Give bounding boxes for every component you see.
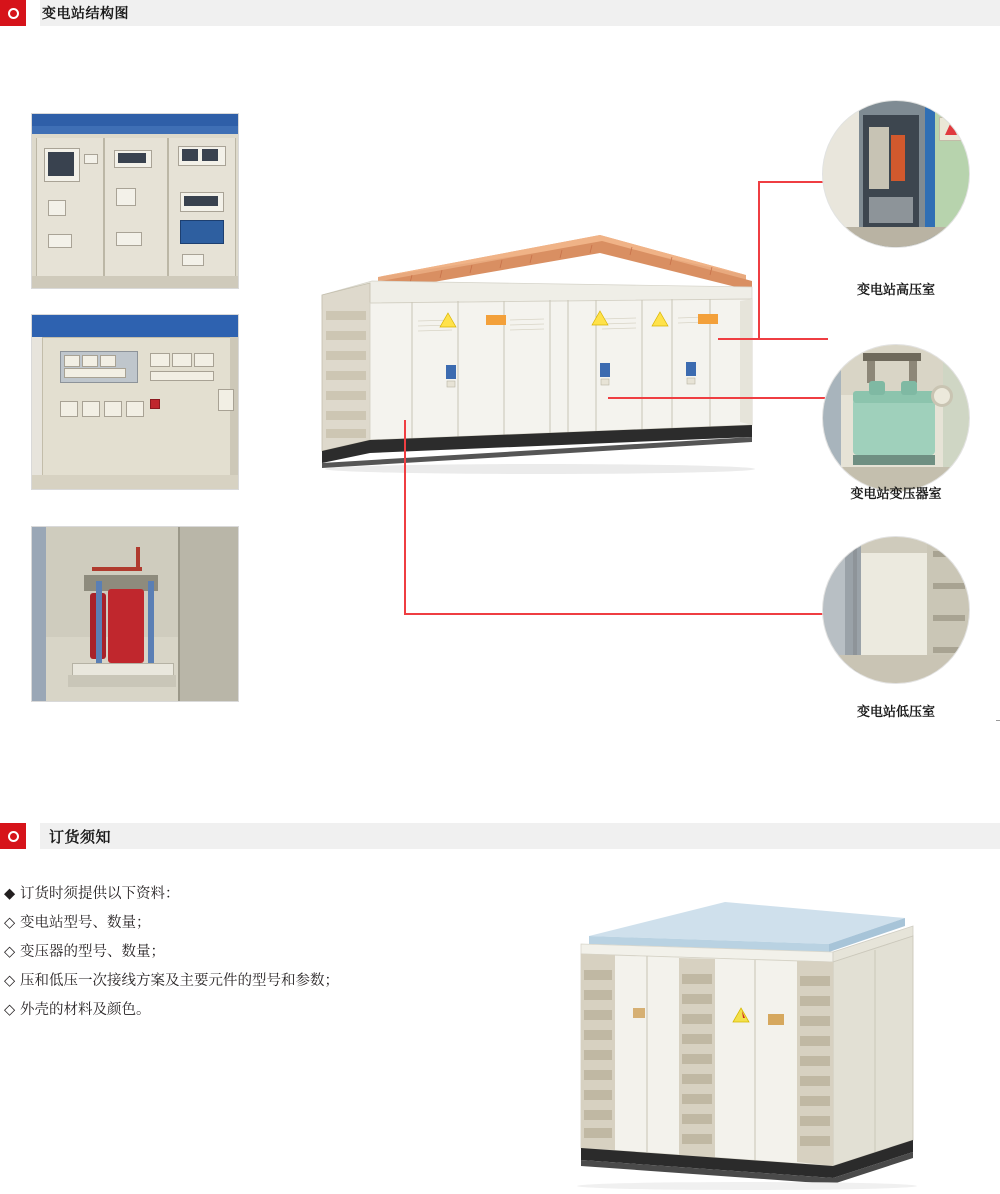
list-item-text: 外壳的材料及颜色。: [20, 1002, 151, 1018]
list-item-text: 压和低压一次接线方案及主要元件的型号和参数；: [20, 973, 339, 989]
section-title-order: 订货须知: [49, 827, 112, 846]
diamond-outline-icon: ◇: [4, 944, 16, 960]
callout-line-lv-h: [404, 613, 828, 615]
callout-caption-hv: 变电站高压室: [856, 283, 935, 298]
hv-room-photo: [823, 101, 969, 247]
callout-line-hv-v: [758, 182, 760, 340]
list-item-text: 变压器的型号、数量；: [20, 944, 165, 960]
diamond-outline-icon: ◇: [4, 1002, 16, 1018]
callout-caption-tr: 变电站变压器室: [850, 487, 942, 502]
list-item: [4, 967, 564, 996]
list-item-intro: [4, 880, 564, 909]
section-title-structure: 变电站结构图: [42, 6, 129, 22]
list-item: [4, 938, 564, 967]
circle-ring-icon: [8, 831, 19, 842]
callout-line-tr: [608, 397, 826, 399]
dry-transformer-photo: [31, 526, 239, 702]
diamond-outline-icon: ◇: [4, 915, 16, 931]
substation-box-illustration: [300, 225, 770, 475]
page-edge-tick: [996, 720, 1000, 721]
hv-switchgear-photo: [31, 113, 239, 289]
substation-box-photo: [575, 890, 975, 1190]
list-item: [4, 909, 564, 938]
order-notice-list: [4, 880, 564, 1025]
header-stripe: [26, 823, 40, 849]
callout-line-lv-v: [404, 420, 406, 614]
list-item: [4, 996, 564, 1025]
transformer-room-photo: [823, 345, 969, 491]
diamond-outline-icon: ◇: [4, 973, 16, 989]
circle-ring-icon: [8, 8, 19, 19]
list-item-text: 订货时须提供以下资料：: [20, 886, 180, 902]
section-bullet: [0, 0, 26, 26]
callout-caption-lv: 变电站低压室: [856, 705, 935, 720]
lv-panel-photo: [31, 314, 239, 490]
diamond-filled-icon: ◆: [4, 886, 16, 902]
section-header-structure: [0, 0, 1000, 26]
callout-line-hv-h2: [758, 181, 826, 183]
list-item-text: 变电站型号、数量；: [20, 915, 151, 931]
section-header-order: [0, 823, 1000, 849]
header-stripe: [26, 0, 40, 26]
lv-room-photo: [823, 537, 969, 683]
callout-line-hv-h1: [718, 338, 828, 340]
section-bullet: [0, 823, 26, 849]
